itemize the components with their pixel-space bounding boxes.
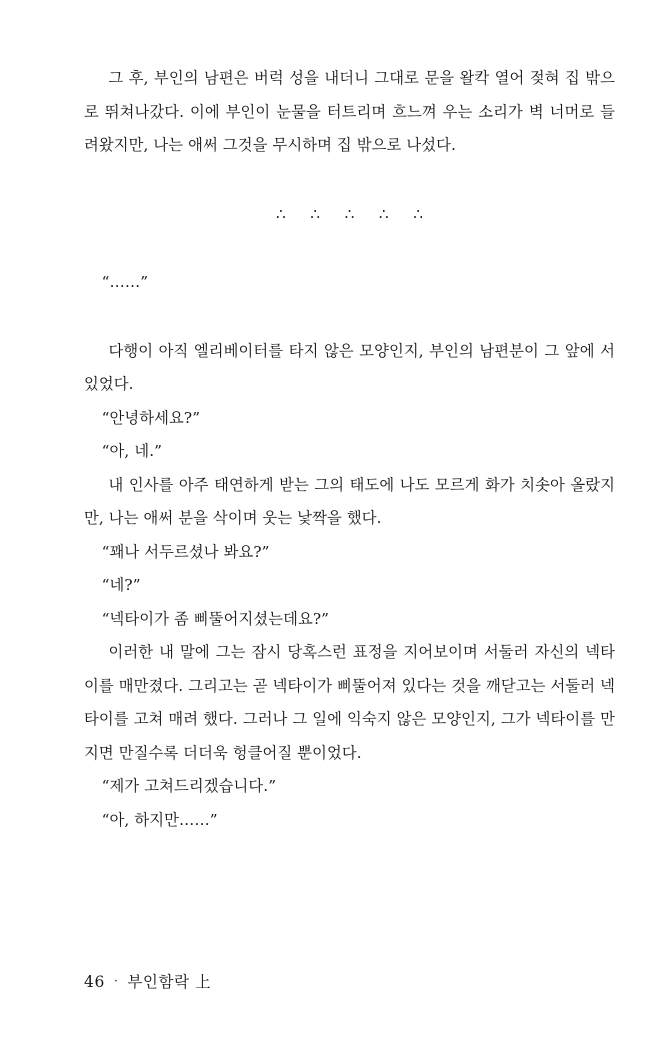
paragraph: 다행이 아직 엘리베이터를 타지 않은 모양인지, 부인의 남편분이 그 앞에 서있었다. — [84, 341, 615, 393]
paragraph: “꽤나 서두르셨나 봐요?” — [101, 542, 270, 561]
footer-separator: · — [113, 974, 119, 988]
paragraph: “……” — [101, 273, 149, 291]
book-title: 부인함락 上 — [127, 973, 212, 991]
paragraph: “아, 하지만……” — [101, 810, 218, 829]
paragraph: “안녕하세요?” — [101, 408, 201, 427]
paragraph: “네?” — [101, 576, 141, 594]
paragraph: 이러한 내 말에 그는 잠시 당혹스런 표정을 지어보이며 서둘러 자신의 넥타이를 매만졌다. 그리고는 곧 넥타이가 삐뚤어져 있다는 것을 깨닫고는 서둘러 넥타이를 고쳐 매려 했다. 그러나 그 일에 익숙지 않은 모양인지, 그가 넥타이를 만지면 만질수록 더더욱 헝클어질 뿐이었다. — [84, 643, 615, 762]
spacer — [84, 300, 615, 335]
paragraph: 그 후, 부인의 남편은 버럭 성을 내더니 그대로 문을 왈칵 열어 젖혀 집 밖으로 뛰쳐나갔다. 이에 부인이 눈물을 터트리며 흐느껴 우는 소리가 벽 너머로 들려왔지만, 나는 애써 그것을 무시하며 집 밖으로 나섰다. — [84, 69, 615, 154]
page-footer — [84, 970, 211, 992]
scene-divider: ∴ ∴ ∴ ∴ ∴ — [276, 204, 433, 223]
paragraph: “아, 네.” — [101, 442, 163, 460]
paragraph: “넥타이가 좀 삐뚤어지셨는데요?” — [101, 609, 330, 628]
paragraph: “제가 고쳐드리겠습니다.” — [101, 777, 277, 795]
page-number: 46 — [84, 973, 105, 991]
paragraph: 내 인사를 아주 태연하게 받는 그의 태도에 나도 모르게 화가 치솟아 올랐지만, 나는 애써 분을 삭이며 웃는 낯짝을 했다. — [84, 475, 615, 527]
spacer — [84, 231, 615, 266]
page-body — [84, 62, 615, 837]
spacer — [84, 163, 615, 198]
